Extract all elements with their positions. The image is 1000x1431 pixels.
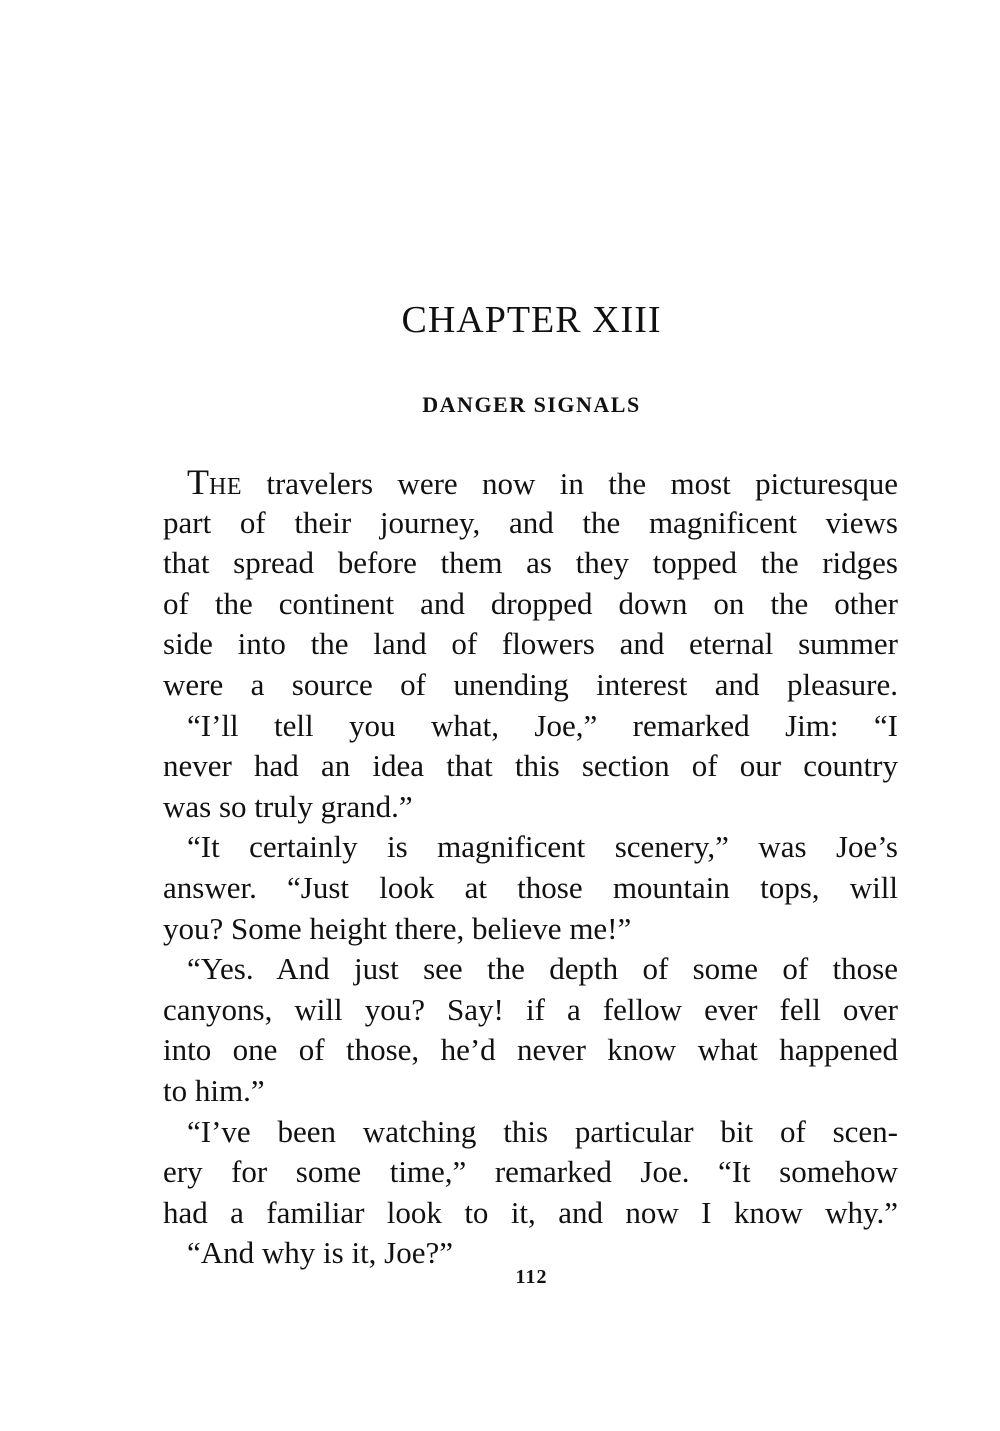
opening-small-caps: HE bbox=[209, 474, 242, 500]
chapter-title: CHAPTER XIII bbox=[401, 299, 662, 341]
text-line: had a familiar look to it, and now I know why.” bbox=[163, 1194, 898, 1230]
page-number: 112 bbox=[515, 1266, 548, 1288]
opening-rest: travelers were now in the most picturesque bbox=[266, 466, 898, 501]
text-line: that spread before them as they topped the ridges bbox=[163, 545, 898, 581]
text-line: “I’ve been watching this particular bit of scen- bbox=[187, 1113, 898, 1149]
text-line: into one of those, he’d never know what happened bbox=[163, 1032, 898, 1068]
text-line: canyons, will you? Say! if a fellow ever fell over bbox=[163, 991, 898, 1027]
text-line: to him.” bbox=[163, 1072, 265, 1108]
text-line: never had an idea that this section of our country bbox=[163, 748, 898, 784]
text-line: “Yes. And just see the depth of some of those bbox=[187, 951, 898, 987]
text-line: ery for some time,” remarked Joe. “It somehow bbox=[163, 1154, 898, 1190]
text-line: side into the land of flowers and eternal summer bbox=[163, 626, 898, 662]
text-line: part of their journey, and the magnificent views bbox=[163, 504, 898, 540]
text-line: answer. “Just look at those mountain tops, will bbox=[163, 869, 898, 905]
text-line: were a source of unending interest and pleasure. bbox=[163, 666, 898, 702]
opening-line bbox=[163, 462, 898, 503]
text-line: “It certainly is magnificent scenery,” was Joe’s bbox=[187, 829, 898, 865]
body-text bbox=[163, 462, 898, 1274]
text-line: “And why is it, Joe?” bbox=[187, 1235, 454, 1271]
opening-first-letter: T bbox=[187, 462, 209, 502]
text-line: “I’ll tell you what, Joe,” remarked Jim: “I bbox=[187, 707, 898, 743]
text-line: you? Some height there, believe me!” bbox=[163, 910, 632, 946]
text-line: of the continent and dropped down on the other bbox=[163, 585, 898, 621]
text-line: was so truly grand.” bbox=[163, 788, 413, 824]
chapter-subtitle: DANGER SIGNALS bbox=[422, 392, 641, 417]
